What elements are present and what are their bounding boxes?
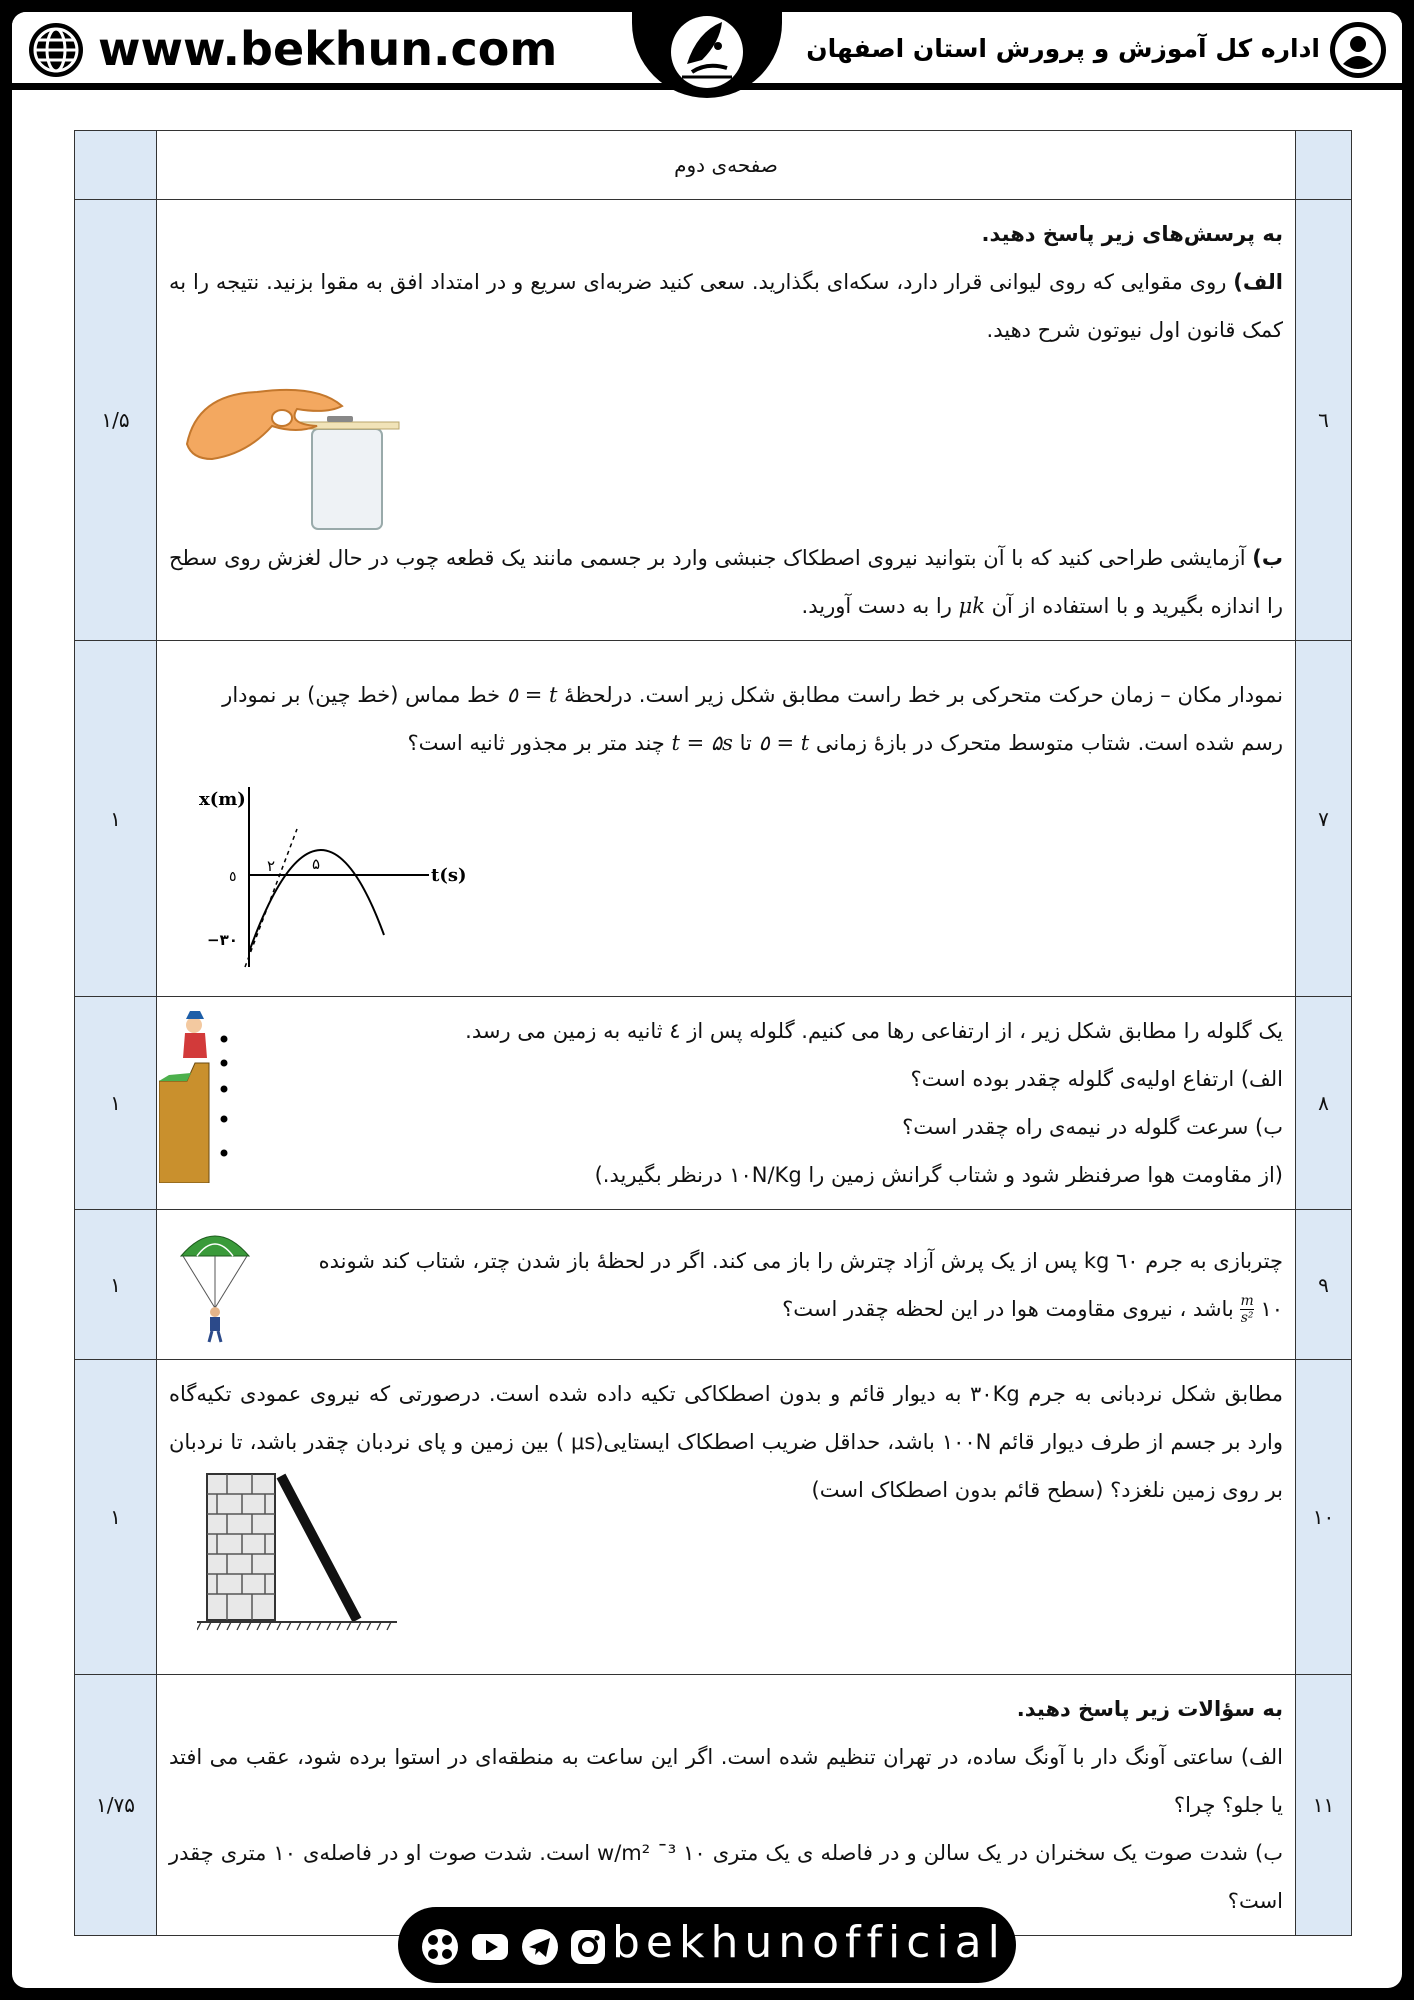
logo-emblem-icon (632, 12, 782, 98)
question-part-b: ب) سرعت گلوله در نیمه‌ی راه چقدر است؟ (902, 1115, 1283, 1139)
question-body: نمودار مکان – زمان حرکت متحرکی بر خط راست مطابق شکل زیر است. درلحظهٔ t = ٥ خط مماس (خط چین) بر نمودار رسم شده است. شتاب متوسط متحرک در بازهٔ زمانی t = ٥ تا t = ۵s چند متر بر مجذور ثانیه است؟ x(m) t(s) ٥ ۲ ۵ −۳۰ (157, 641, 1296, 997)
question-row (75, 1675, 1352, 1936)
question-part-b: آزمایشی طراحی کنید که با آن بتوانید نیروی اصطکاک جنبشی وارد بر جسمی مانند یک قطعه چوب در حال لغزش روی سطح را اندازه بگیرید و با استفاده از آن (169, 546, 1283, 618)
header-bar (12, 12, 1402, 90)
question-body: یک گلوله را مطابق شکل زیر ، از ارتفاعی رها می کنیم. گلوله پس از ٤ ثانیه به زمین می رسد. الف) ارتفاع اولیه‌ی گلوله چقدر بوده است؟ ب) سرعت گلوله در نیمه‌ی راه چقدر است؟ (از مقاومت هوا صرفنظر شود و شتاب گرانش زمین را ۱۰N/Kg درنظر بگیرید.) (157, 997, 1296, 1210)
tick-label: ۲ (267, 856, 276, 875)
question-intro: به سؤالات زیر پاسخ دهید. (1016, 1697, 1283, 1721)
hand-coin-glass-figure (177, 354, 417, 534)
table-header-row (75, 131, 1352, 200)
exam-table (74, 130, 1352, 1936)
site-url[interactable]: www.bekhun.com (98, 22, 558, 76)
position-time-graph (179, 777, 519, 977)
question-part-a: الف) ساعتی آونگ دار با آونگ ساده، در تهران تنظیم شده است. اگر این ساعت به منطقه‌ای در استوا برده شود، عقب می افتد یا جلو؟ چرا؟ (169, 1745, 1283, 1817)
question-row (75, 641, 1352, 997)
x-axis-label: t(s) (431, 864, 467, 886)
mu-k-symbol: μk (958, 594, 985, 618)
acceleration-unit: $\frac{m}{\text{s²}}$ (1240, 1293, 1254, 1326)
question-score: ۱ (75, 1210, 157, 1360)
question-score: ۱/۷۵ (75, 1675, 157, 1936)
question-body (157, 1675, 1296, 1936)
question-score: ۱/۵ (75, 200, 157, 641)
exam-page (12, 12, 1402, 1988)
question-number: ۸ (1296, 997, 1352, 1210)
social-handle[interactable]: bekhunofficial (612, 1917, 1006, 1968)
globe-icon[interactable] (26, 20, 86, 80)
y-intercept-label: −۳۰ (207, 930, 238, 949)
question-score: ۱ (75, 1360, 157, 1675)
aparat-icon[interactable] (420, 1927, 460, 1967)
question-part-b: ب) شدت صوت یک سخنران در یک سالن و در فاصله ی یک متری w/m² ¯³ ۱۰ است. شدت صوت او در فاصله‌ی ۱۰ متری چقدر است؟ (169, 1841, 1283, 1913)
question-score: ۱ (75, 641, 157, 997)
question-note: (از مقاومت هوا صرفنظر شود و شتاب گرانش زمین را ۱۰N/Kg درنظر بگیرید.) (594, 1163, 1283, 1187)
question-number: ۹ (1296, 1210, 1352, 1360)
user-avatar-icon[interactable] (1328, 20, 1388, 80)
brand-logo (632, 12, 782, 98)
instagram-icon[interactable] (568, 1927, 608, 1967)
question-row (75, 997, 1352, 1210)
question-part-a: الف) ارتفاع اولیه‌ی گلوله چقدر بوده است؟ (910, 1067, 1283, 1091)
question-intro: به پرسش‌های زیر پاسخ دهید. (981, 222, 1283, 246)
origin-label: ٥ (229, 868, 237, 885)
question-body: چتربازی به جرم ٦٠ kg پس از یک پرش آزاد چترش را باز می کند. اگر در لحظهٔ باز شدن چتر، شتاب کند شونده ۱۰ $\frac{m}{\text{s²}}$ باشد ، نیروی مقاومت هوا در این لحظه چقدر است؟ (157, 1210, 1296, 1360)
question-body: مطابق شکل نردبانی به جرم ۳۰Kg به دیوار قائم و بدون اصطکاکی تکیه داده شده است. درصورتی که نیروی عمودی تکیه‌گاه وارد بر جسم از طرف دیوار قائم ۱۰۰N باشد، حداقل ضریب اصطکاک ایستایی(μs ) بین زمین و پای نردبان چقدر باشد، تا نردبان بر روی زمین نلغزد؟ (سطح قائم بدون اصطکاک است) (157, 1360, 1296, 1675)
question-body: به پرسش‌های زیر پاسخ دهید. الف) روی مقوایی که روی لیوانی قرار دارد، سکه‌ای بگذارید. سعی کنید ضربه‌ای سریع و در امتداد افق به مقوا بزنید. نتیجه را به کمک قانون اول نیوتون شرح دهید. ب) آزمایشی طراحی کنید که با آن بتوانید نیروی اصطکاک جنبشی وارد بر جسمی مانند یک قطعه چوب در حال لغزش روی سطح را اندازه بگیرید و با استفاده از آن μk را به دست آورید. (157, 200, 1296, 641)
organization-name: اداره کل آموزش و پرورش استان اصفهان (806, 34, 1320, 63)
question-row (75, 1210, 1352, 1360)
question-row (75, 1360, 1352, 1675)
question-row (75, 200, 1352, 641)
cliff-drop-figure (159, 1003, 239, 1183)
question-number: ۱۱ (1296, 1675, 1352, 1936)
question-number: ۱۰ (1296, 1360, 1352, 1675)
telegram-icon[interactable] (520, 1927, 560, 1967)
question-part-a: روی مقوایی که روی لیوانی قرار دارد، سکه‌ای بگذارید. سعی کنید ضربه‌ای سریع و در امتداد افق به مقوا بزنید. نتیجه را به کمک قانون اول نیوتون شرح دهید. (169, 270, 1283, 342)
y-axis-label: x(m) (199, 788, 246, 810)
page-title: صفحه‌ی دوم (674, 153, 778, 177)
question-number: ٦ (1296, 200, 1352, 641)
question-score: ۱ (75, 997, 157, 1210)
ladder-wall-figure (197, 1468, 417, 1638)
social-footer (398, 1907, 1016, 1983)
youtube-icon[interactable] (470, 1927, 510, 1967)
parachutist-figure (177, 1224, 253, 1344)
tick-label: ۵ (312, 854, 321, 873)
question-number: ٧ (1296, 641, 1352, 997)
